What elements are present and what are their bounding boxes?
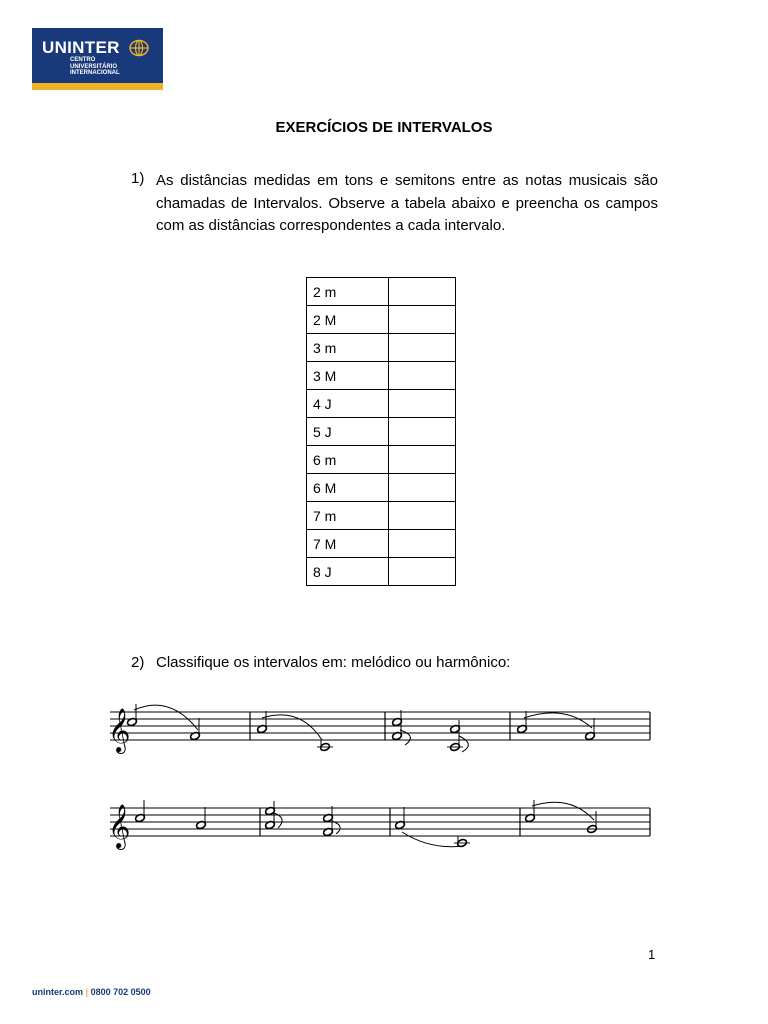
note <box>517 711 528 734</box>
interval-row <box>307 446 456 474</box>
chord <box>323 806 334 837</box>
slur <box>532 802 594 820</box>
footer-site-link[interactable]: uninter.com <box>32 987 84 997</box>
note <box>257 711 268 734</box>
interval-answer-field[interactable] <box>389 474 456 502</box>
slur <box>402 832 464 847</box>
interval-label: 3 m <box>307 334 389 362</box>
interval-row <box>307 474 456 502</box>
interval-answer-field[interactable] <box>389 278 456 306</box>
interval-answer-field[interactable] <box>389 558 456 586</box>
footer-separator: | <box>85 987 89 997</box>
intervals-table <box>306 277 456 586</box>
note <box>135 800 146 823</box>
interval-label: 8 J <box>307 558 389 586</box>
question-2-text: Classifique os intervalos em: melódico ou harmônico: <box>156 654 511 671</box>
footer-phone: 0800 702 0500 <box>90 987 151 997</box>
question-2-number: 2) <box>131 654 145 671</box>
question-1-text: As distâncias medidas em tons e semitons entre as notas musicais são chamadas de Intervalos. Observe a tabela abaixo e preencha os campos com as distâncias correspondentes a cada intervalo. <box>156 172 658 234</box>
staff-line <box>110 808 650 836</box>
interval-label: 6 M <box>307 474 389 502</box>
interval-row <box>307 362 456 390</box>
interval-row <box>307 390 456 418</box>
interval-label: 7 M <box>307 530 389 558</box>
logo-accent-stripe <box>32 83 163 90</box>
logo-name: UNINTER <box>42 38 120 57</box>
interval-label: 5 J <box>307 418 389 446</box>
interval-row <box>307 558 456 586</box>
interval-label: 6 m <box>307 446 389 474</box>
interval-row <box>307 278 456 306</box>
logo-sub-line: UNIVERSITÁRIO <box>70 63 118 70</box>
note <box>525 800 536 823</box>
treble-clef-icon: 𝄞 <box>108 708 131 752</box>
interval-answer-field[interactable] <box>389 362 456 390</box>
interval-answer-field[interactable] <box>389 446 456 474</box>
interval-row <box>307 334 456 362</box>
interval-row <box>307 502 456 530</box>
page-number: 1 <box>648 947 656 962</box>
note <box>320 740 331 752</box>
interval-answer-field[interactable] <box>389 334 456 362</box>
music-staves <box>100 700 660 850</box>
interval-label: 4 J <box>307 390 389 418</box>
logo-sub-line: INTERNACIONAL <box>70 70 120 76</box>
interval-answer-field[interactable] <box>389 530 456 558</box>
treble-clef-icon: 𝄞 <box>108 804 131 848</box>
interval-row <box>307 418 456 446</box>
note <box>585 718 596 741</box>
logo-sub-line: CENTRO <box>70 57 96 63</box>
interval-row <box>307 306 456 334</box>
note <box>196 807 207 830</box>
note <box>395 807 406 830</box>
interval-label: 2 m <box>307 278 389 306</box>
logo-subtitle <box>70 57 120 77</box>
interval-row <box>307 530 456 558</box>
footer-contact <box>32 987 151 997</box>
interval-label: 3 M <box>307 362 389 390</box>
question-1-number: 1) <box>131 170 145 187</box>
interval-answer-field[interactable] <box>389 306 456 334</box>
globe-icon <box>128 39 150 57</box>
interval-label: 2 M <box>307 306 389 334</box>
interval-answer-field[interactable] <box>389 418 456 446</box>
uninter-logo <box>32 28 163 90</box>
note <box>190 718 201 741</box>
interval-answer-field[interactable] <box>389 502 456 530</box>
interval-answer-field[interactable] <box>389 390 456 418</box>
chord <box>392 710 403 741</box>
interval-label: 7 m <box>307 502 389 530</box>
page-title: EXERCÍCIOS DE INTERVALOS <box>275 119 493 136</box>
